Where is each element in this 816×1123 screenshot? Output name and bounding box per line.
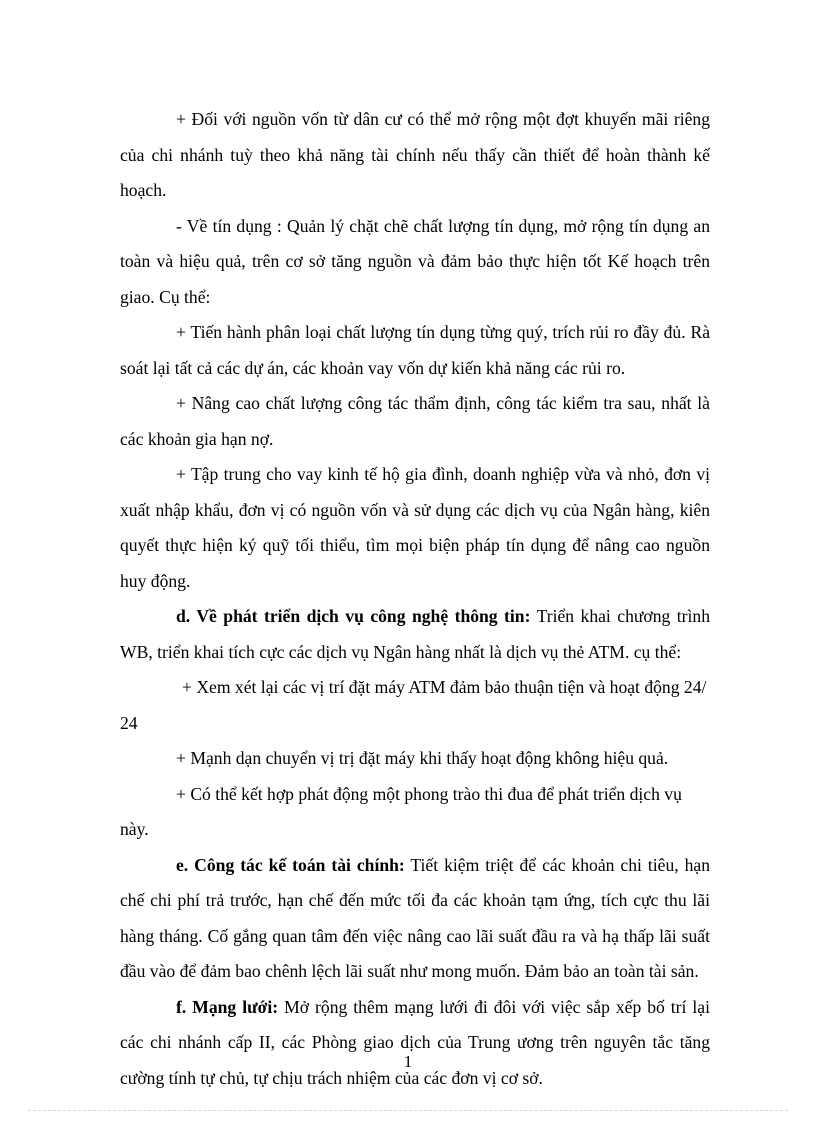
paragraph-text: + Có thể kết hợp phát động một phong trào thi đua để phát triển dịch vụ này.: [120, 783, 682, 839]
paragraph-text: + Tiến hành phân loại chất lượng tín dụng từng quý, trích rủi ro đầy đủ. Rà soát lại tất cả các dự án, các khoản vay vốn dự kiến khả năng các rủi ro.: [120, 322, 710, 378]
paragraph-text: Tiết kiệm triệt để các khoản chi tiêu, hạn chế chi phí trả trước, hạn chế đến mức tối đa các khoản tạm ứng, tích cực thu lãi hàng tháng. Cố gắng quan tâm đến việc nâng cao lãi suất đầu ra và hạ thấp lãi suất đầu vào để đảm bao chênh lệch lãi suất như mong muốn. Đảm bảo an toàn tài sản.: [120, 854, 710, 981]
paragraph-text: - Về tín dụng : Quản lý chặt chẽ chất lượng tín dụng, mở rộng tín dụng an toàn và hiệu quả, trên cơ sở tăng nguồn và đảm bảo thực hiện tốt Kế hoạch trên giao. Cụ thể:: [120, 215, 710, 307]
section-heading: f. Mạng lưới:: [176, 996, 279, 1017]
section-e-accounting: [120, 848, 710, 990]
page-number: 1: [403, 1052, 413, 1071]
section-heading: e. Công tác kế toán tài chính:: [176, 854, 405, 875]
paragraph-appraisal-quality: [120, 386, 710, 457]
paragraph-text: + Mạnh dạn chuyển vị trị đặt máy khi thấy hoạt động không hiệu quả.: [176, 748, 669, 768]
paragraph-atm-relocation: [120, 741, 710, 777]
paragraph-credit: [120, 209, 710, 316]
paragraph-text: Triển khai chương trình WB, triển khai tích cực các dịch vụ Ngân hàng nhất là dịch vụ thẻ ATM. cụ thể:: [120, 606, 710, 662]
paragraph-text: + Tập trung cho vay kinh tế hộ gia đình, doanh nghiệp vừa và nhỏ, đơn vị xuất nhập khẩu, đơn vị có nguồn vốn và sử dụng các dịch vụ của Ngân hàng, kiên quyết thực hiện ký quỹ tối thiểu, tìm mọi biện pháp tín dụng để nâng cao nguồn huy động.: [120, 464, 710, 591]
paragraph-text: + Xem xét lại các vị trí đặt máy ATM đảm bảo thuận tiện và hoạt động 24/ 24: [120, 677, 707, 733]
section-heading: d. Về phát triển dịch vụ công nghệ thông tin:: [176, 606, 531, 626]
paragraph-lending-focus: [120, 457, 710, 599]
paragraph-text: Mở rộng thêm mạng lưới đi đôi với việc sắp xếp bố trí lại các chi nhánh cấp II, các Phòng giao dịch của Trung ương trên nguyên tắc tăng cường tính tự chủ, tự chịu trách nhiệm của các đơn vị cơ sở.: [120, 996, 710, 1088]
paragraph-atm-locations: [120, 670, 710, 741]
paragraph-credit-classification: [120, 315, 710, 386]
section-d-it-services: [120, 599, 710, 670]
page-bottom-rule: [28, 1110, 788, 1111]
document-body: [120, 102, 710, 1096]
section-f-network: [120, 990, 710, 1097]
paragraph-text: + Nâng cao chất lượng công tác thẩm định, công tác kiểm tra sau, nhất là các khoản gia hạn nợ.: [120, 393, 710, 449]
paragraph-emulation-campaign: [120, 777, 710, 848]
paragraph-text: + Đối với nguồn vốn từ dân cư có thể mở rộng một đợt khuyến mãi riêng của chi nhánh tuỳ theo khả năng tài chính nếu thấy cần thiết để hoàn thành kế hoạch.: [120, 109, 710, 200]
paragraph-deposit-promotion: [120, 102, 710, 209]
